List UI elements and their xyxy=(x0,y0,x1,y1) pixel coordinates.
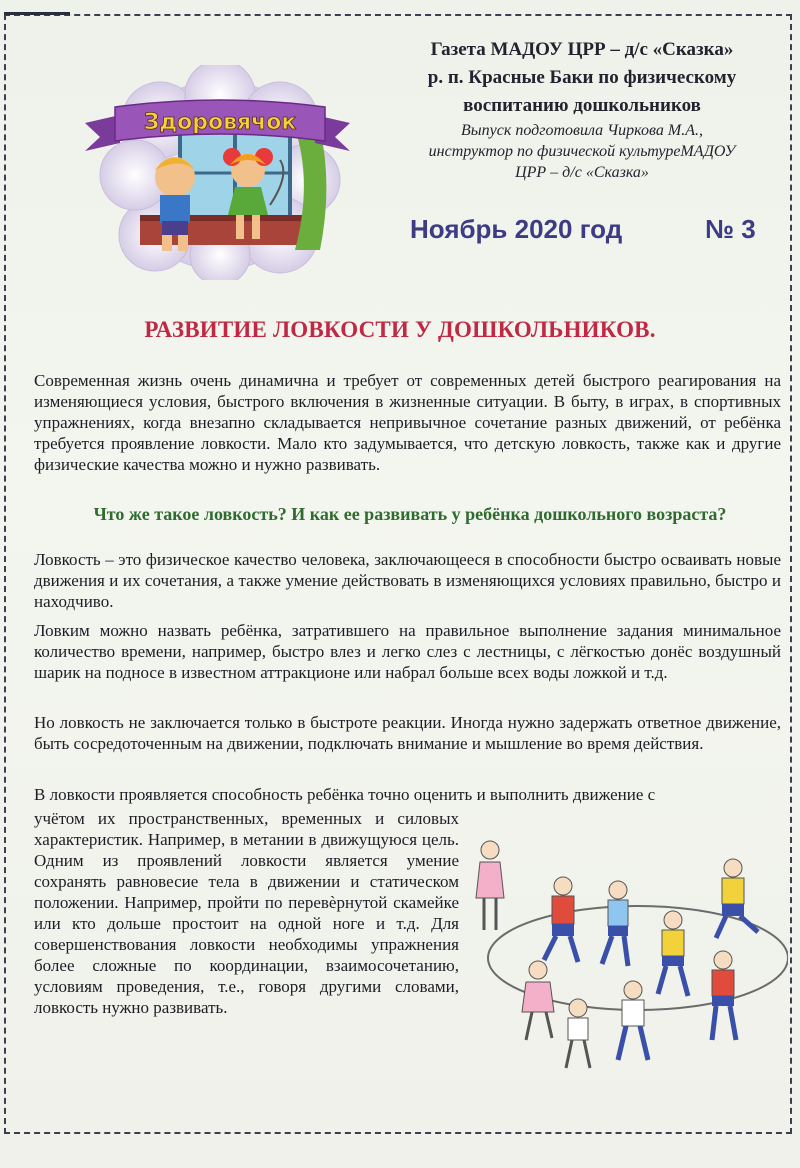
child-figure xyxy=(716,859,758,938)
paragraph-example: Ловким можно назвать ребёнка, затратившего на правильное выполнение задания минимальное количество времени, например, быстро влез и легко слез с лестницы, с лёгкостью донёс воздушный шарик на подносе в известном аттракционе или набрал больше всех воды ложкой и т.д. xyxy=(34,621,781,682)
paragraph-reaction: Но ловкость не заключается только в быстроте реакции. Иногда нужно задержать ответное движение, быть сосредоточенным на движении, подключать внимание и мышление во время действия. xyxy=(34,713,781,753)
child-figure xyxy=(544,877,578,962)
header-line-3: воспитанию дошкольников xyxy=(463,95,701,116)
children-playing-illustration xyxy=(468,828,788,1080)
issue-line xyxy=(410,214,780,245)
issue-number: № 3 xyxy=(705,214,756,244)
article-subtitle: Что же такое ловкость? И как ее развивать у ребёнка дошкольного возраста? xyxy=(93,504,727,524)
author-line-1: Выпуск подготовила Чиркова М.А., xyxy=(461,122,703,139)
child-figure xyxy=(658,911,688,996)
zdorovyachok-logo xyxy=(80,65,355,280)
child-figure xyxy=(522,961,554,1040)
header-line-1: Газета МАДОУ ЦРР – д/с «Сказка» xyxy=(430,39,734,60)
child-figure xyxy=(566,999,590,1068)
header-line-2: р. п. Красные Баки по физическому xyxy=(427,67,737,88)
child-figure xyxy=(476,841,504,930)
newspaper-header xyxy=(372,36,792,183)
paragraph-balance: учётом их пространственных, временных и силовых характеристик. Например, в метании в движущуюся цель. Одним из проявлений ловкости является умение сохранять равновесие тела в движении и статическом положении. Например, пройти по перевѐрнутой скамейке или кто дольше простоит на одной ноге и т.д. Для совершенствования ловкости необходимы упражнения более сложные по координации, взаимосочетанию, условиям проведения, т.е., говоря другими словами, ловкость нужно развивать. xyxy=(34,809,459,1017)
child-figure xyxy=(712,951,736,1040)
issue-date: Ноябрь 2020 год xyxy=(410,214,623,244)
child-figure xyxy=(618,981,648,1060)
child-figure xyxy=(602,881,628,966)
article-title: РАЗВИТИЕ ЛОВКОСТИ У ДОШКОЛЬНИКОВ. xyxy=(144,317,656,342)
paragraph-definition: Ловкость – это физическое качество человека, заключающееся в способности быстро осваивать новые движения и их сочетания, а также умение действовать в изменяющихся условиях правильно, быстро и находчиво. xyxy=(34,550,781,611)
author-line-3: ЦРР – д/с «Сказка» xyxy=(515,164,649,181)
intro-paragraph: Современная жизнь очень динамична и требует от современных детей быстрого реагирования на изменяющиеся условия, быстрого включения в жизненные ситуации. В быту, в играх, в спортивных упражнениях, когда внезапно складывается непривычное сочетание разных движений, от ребёнка требуется проявление ловкости. Мало кто задумывается, что детскую ловкость, также как и другие физические качества можно и нужно развивать. xyxy=(34,371,781,474)
border-corner-mark xyxy=(4,12,70,15)
logo-banner-text: Здоровячок xyxy=(143,110,297,135)
author-line-2: инструктор по физической культуреМАДОУ xyxy=(428,143,736,160)
paragraph-ability: В ловкости проявляется способность ребёнка точно оценить и выполнить движение с xyxy=(34,785,656,804)
